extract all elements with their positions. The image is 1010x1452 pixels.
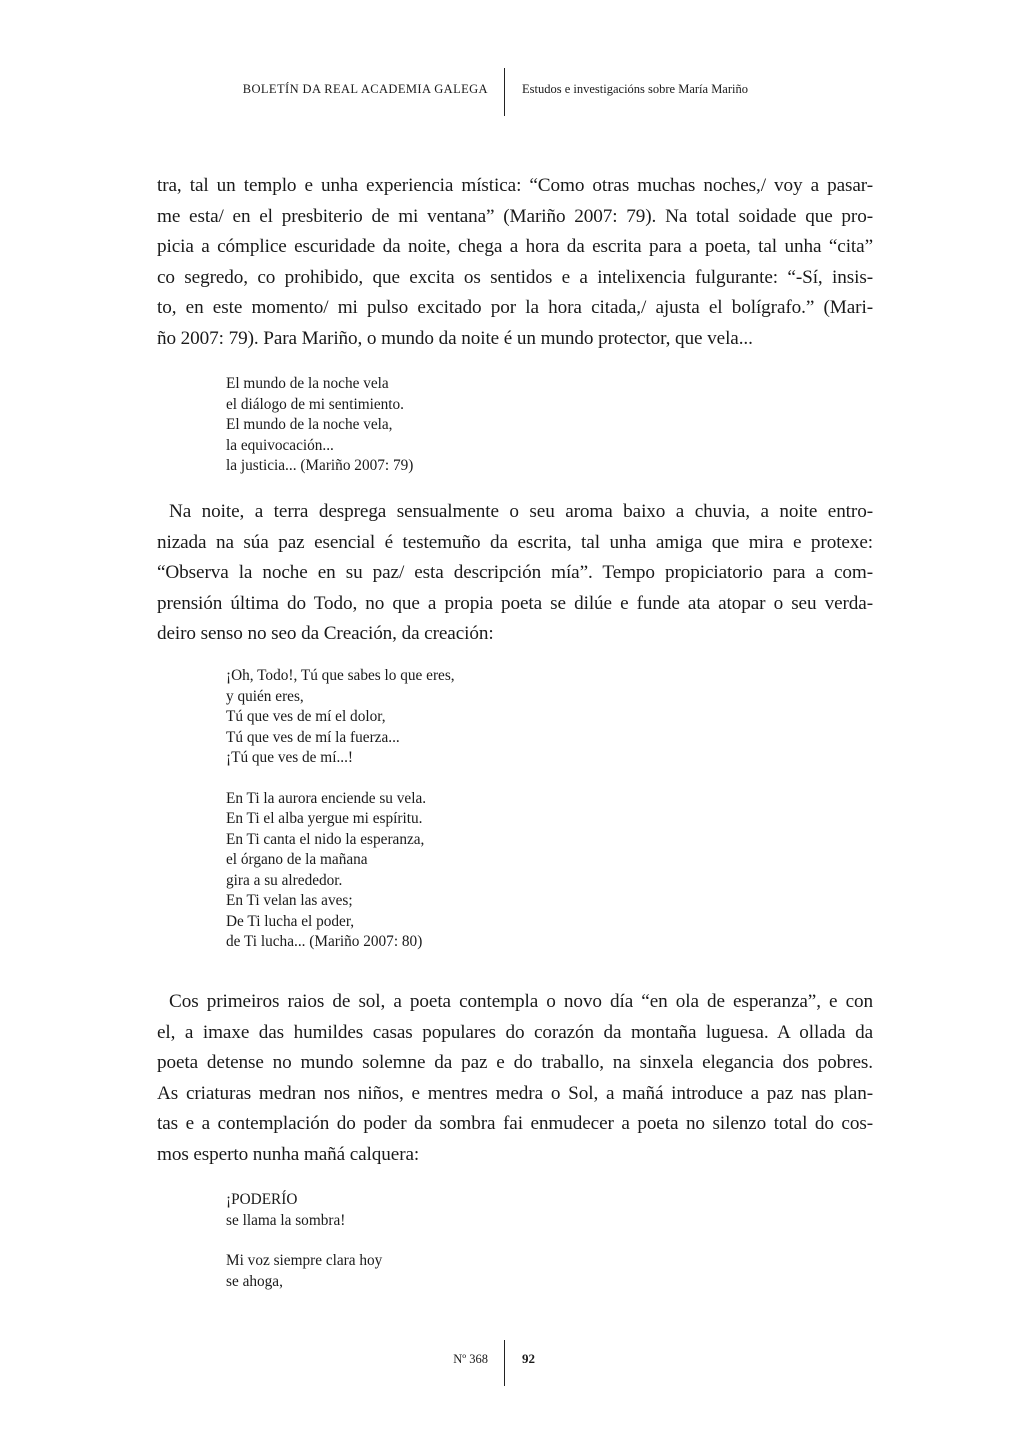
poem-quote-2 [226,666,455,953]
text-line: me esta/ en el presbiterio de mi ventana” (Mariño 2007: 79). Na total soidade que pro- [157,205,873,227]
running-header [0,68,1010,118]
text-line: poeta detense no mundo solemne da paz e do traballo, na sinxela elegancia dos pobres. [157,1052,873,1073]
poem-quote-1 [226,374,413,477]
text-line: As criaturas medran nos niños, e mentres medra o Sol, a mañá introduce a paz nas plan- [157,1082,873,1104]
footer-divider [504,1340,505,1386]
text-line: “Observa la noche en su paz/ esta descripción mía”. Tempo propiciatorio para a com- [157,562,873,583]
text-line: ño 2007: 79). Para Mariño, o mundo da noite é un mundo protector, que vela... [157,327,753,349]
text-line: tra, tal un templo e unha experiencia mística: “Como otras muchas noches,/ voy a pasar- [157,175,873,196]
text-line: Na noite, a terra desprega sensualmente o seu aroma baixo a chuvia, a noite entro- [169,501,873,522]
poem-line: el diálogo de mi sentimiento. [226,395,405,413]
text-line: picia a cómplice escuridade da noite, chega a hora da escrita para a poeta, tal unha “cita” [157,236,873,257]
poem-line: ¡Tú que ves de mí...! [226,749,354,766]
poem-line: y quién eres, [226,687,304,705]
poem-line: se ahoga, [226,1272,283,1290]
journal-title: BOLETÍN DA REAL ACADEMIA GALEGA [242,82,488,96]
poem-line: En Ti canta el nido la esperanza, [226,830,425,848]
text-line: prensión última do Todo, no que a propia poeta se dilúe e funde ata atopar o seu verda- [157,592,873,614]
poem-line: ¡PODERÍO [226,1191,298,1208]
stanza-break [226,1231,382,1251]
header-divider [504,68,505,116]
poem-line: Mi voz siempre clara hoy [226,1252,383,1269]
poem-line: gira a su alrededor. [226,871,343,889]
poem-line: se llama la sombra! [226,1211,346,1229]
poem-line: ¡Oh, Todo!, Tú que sabes lo que eres, [226,667,455,684]
page-footer [0,1340,1010,1388]
text-line: tas e a contemplación do poder da sombra fai enmudecer a poeta no silenzo total do cos- [157,1113,873,1134]
poem-line: la equivocación... [226,436,334,454]
poem-line: el órgano de la mañana [226,851,368,868]
poem-line: El mundo de la noche vela, [226,416,393,433]
poem-line: Tú que ves de mí el dolor, [226,708,386,725]
poem-line: la justicia... (Mariño 2007: 79) [226,457,414,474]
poem-line: El mundo de la noche vela [226,375,389,392]
text-line: mos esperto nunha mañá calquera: [157,1143,420,1165]
paragraph-2 [157,497,873,650]
text-line: co segredo, co prohibido, que excita os sentidos e a intelixencia fulgurante: “-Sí, insis- [157,266,873,288]
section-title: Estudos e investigacións sobre María Mariño [522,82,748,96]
text-line: to, en este momento/ mi pulso excitado por la hora citada,/ ajusta el bolígrafo.” (Mari- [157,297,873,318]
text-line: Cos primeiros raios de sol, a poeta contempla o novo día “en ola de esperanza”, e con [169,991,873,1012]
issue-number: Nº 368 [453,1352,488,1366]
poem-line: En Ti velan las aves; [226,892,353,909]
page-number: 92 [522,1351,535,1366]
text-line: deiro senso no seo da Creación, da creación: [157,623,494,644]
stanza-break [226,769,455,789]
poem-line: En Ti el alba yergue mi espíritu. [226,810,423,827]
poem-line: de Ti lucha... (Mariño 2007: 80) [226,933,423,950]
text-line: nizada na súa paz esencial é testemuño da escrita, tal unha amiga que mira e protexe: [157,531,873,553]
poem-line: De Ti lucha el poder, [226,912,355,930]
text-line: el, a imaxe das humildes casas populares do corazón da montaña luguesa. A ollada da [157,1021,873,1043]
poem-line: En Ti la aurora enciende su vela. [226,789,427,807]
paragraph-1 [157,171,873,354]
poem-quote-3 [226,1190,382,1292]
poem-line: Tú que ves de mí la fuerza... [226,728,400,746]
paragraph-3 [157,987,873,1170]
